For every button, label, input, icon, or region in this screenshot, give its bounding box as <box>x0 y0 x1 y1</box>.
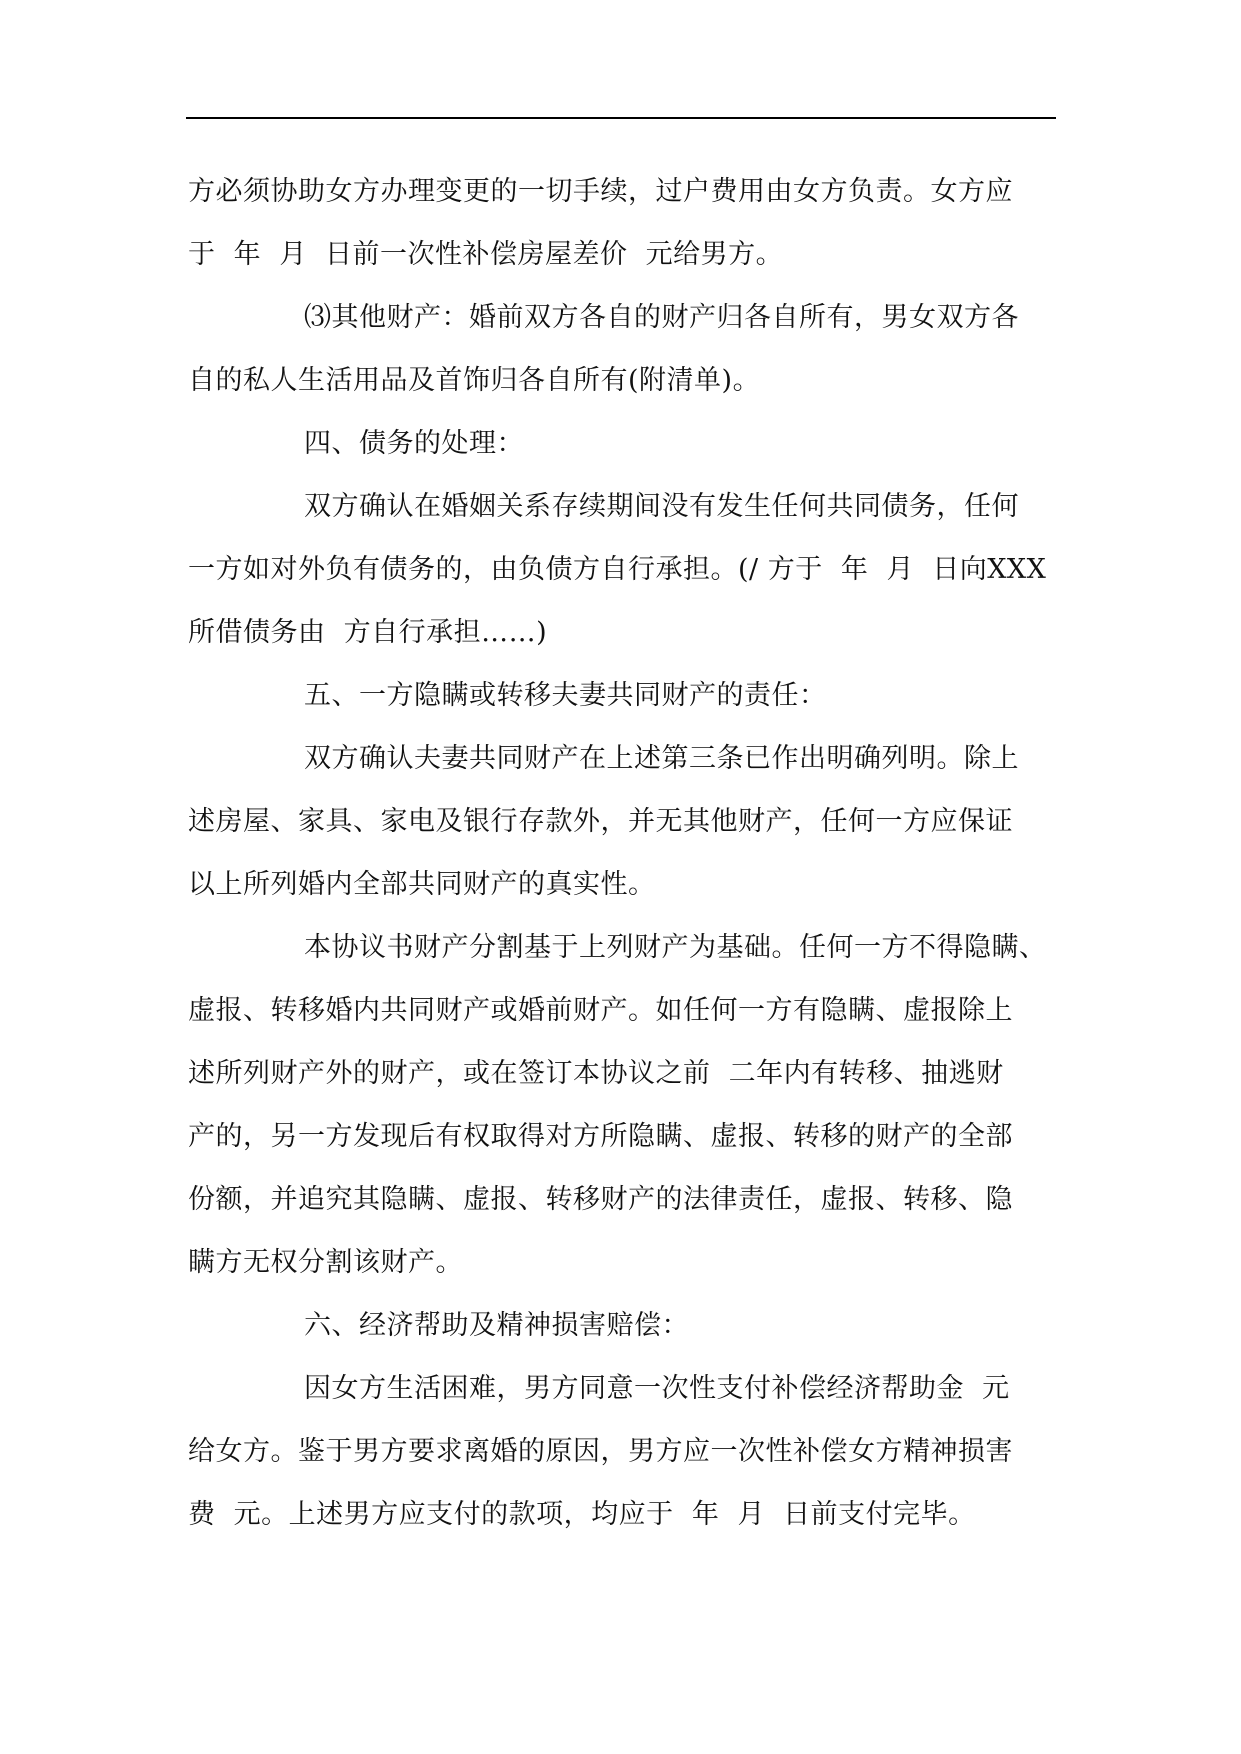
section-heading: 五、一方隐瞒或转移夫妻共同财产的责任： <box>304 680 827 711</box>
text-line: 份额，并追究其隐瞒、虚报、转移财产的法律责任，虚报、转移、隐 <box>188 1184 1013 1215</box>
text-line: 自的私人生活用品及首饰归各自所有(附清单)。 <box>188 365 761 396</box>
text-line: 以上所列婚内全部共同财产的真实性。 <box>188 869 656 900</box>
section-heading: 六、经济帮助及精神损害赔偿： <box>304 1310 689 1341</box>
paragraph-start-line: 因女方生活困难，男方同意一次性支付补偿经济帮助金 元 <box>304 1373 1010 1404</box>
text-line: 费 元。上述男方应支付的款项，均应于 年 月 日前支付完毕。 <box>188 1499 976 1530</box>
header-rule <box>186 117 1056 119</box>
paragraph-start-line: 双方确认夫妻共同财产在上述第三条已作出明确列明。除上 <box>304 743 1019 774</box>
paragraph-start-line: 双方确认在婚姻关系存续期间没有发生任何共同债务，任何 <box>304 491 1019 522</box>
text-line: 给女方。鉴于男方要求离婚的原因，男方应一次性补偿女方精神损害 <box>188 1436 1013 1467</box>
text-line: 方必须协助女方办理变更的一切手续，过户费用由女方负责。女方应 <box>188 176 1013 207</box>
document-body <box>188 160 1056 1546</box>
paragraph-start-line: 本协议书财产分割基于上列财产为基础。任何一方不得隐瞒、 <box>304 932 1047 963</box>
paragraph-start-line: ⑶其他财产：婚前双方各自的财产归各自所有，男女双方各 <box>304 302 1019 333</box>
text-line: 一方如对外负有债务的，由负债方自行承担。(/ 方于 年 月 日向XXX <box>188 554 1047 585</box>
text-line: 述房屋、家具、家电及银行存款外，并无其他财产，任何一方应保证 <box>188 806 1013 837</box>
text-line: 产的，另一方发现后有权取得对方所隐瞒、虚报、转移的财产的全部 <box>188 1121 1013 1152</box>
text-line: 瞒方无权分割该财产。 <box>188 1247 463 1278</box>
text-line: 述所列财产外的财产，或在签订本协议之前 二年内有转移、抽逃财 <box>188 1058 1004 1089</box>
section-heading: 四、债务的处理： <box>304 428 524 459</box>
text-line: 于 年 月 日前一次性补偿房屋差价 元给男方。 <box>188 239 784 270</box>
text-line: 所借债务由 方自行承担……) <box>188 617 548 648</box>
text-line: 虚报、转移婚内共同财产或婚前财产。如任何一方有隐瞒、虚报除上 <box>188 995 1013 1026</box>
